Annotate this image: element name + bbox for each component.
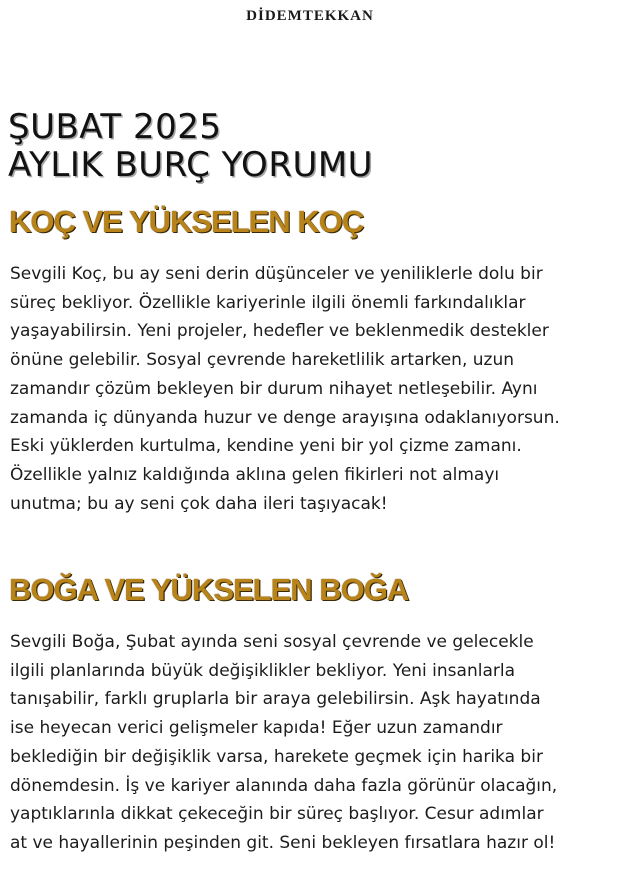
section-heading-boga: BOĞA VE YÜKSELEN BOĞA (9, 572, 409, 607)
text-line: tanışabilir, farklı gruplarla bir araya gelebilirsin. Aşk hayatında (10, 689, 541, 710)
text-line: Sevgili Boğa, Şubat ayında seni sosyal çevrende ve gelecekle (10, 632, 534, 652)
text-line: Eski yüklerden kurtulma, kendine yeni bir yol çizme zamanı. (10, 436, 522, 457)
title-line-1: ŞUBAT 2025 (8, 107, 222, 147)
text-line: yaptıklarınla dikkat çekeceğin bir süreç başlıyor. Cesur adımlar (10, 804, 544, 825)
text-line: süreç bekliyor. Özellikle kariyerinle ilgili önemli farkındalıklar (10, 292, 526, 313)
section-text-koc (10, 260, 615, 518)
text-line: ilgili planlarında büyük değişiklikler bekliyor. Yeni insanlarla (10, 660, 516, 681)
text-line: önüne gelebilir. Sosyal çevrende hareketlilik artarken, uzun (10, 350, 515, 371)
text-line: dönemdesin. İş ve kariyer alanında daha fazla görünür olacağın, (10, 775, 558, 796)
text-line: yaşayabilirsin. Yeni projeler, hedefler ve beklenmedik destekler (10, 321, 549, 342)
page-title (8, 108, 373, 184)
text-line: unutma; bu ay seni çok daha ileri taşıyacak! (10, 493, 388, 514)
section-text-boga (10, 628, 615, 858)
text-line: ise heyecan verici gelişmeler kapıda! Eğer uzun zamandır (10, 718, 503, 739)
text-line: zamanda iç dünyanda huzur ve denge arayışına odaklanıyorsun. (10, 407, 560, 428)
text-line: Sevgili Koç, bu ay seni derin düşünceler ve yeniliklerle dolu bir (10, 264, 543, 284)
text-line: at ve hayallerinin peşinden git. Seni bekleyen fırsatlara hazır ol! (10, 832, 556, 853)
text-line: Özellikle yalnız kaldığında aklına gelen fikirleri not almayı (10, 464, 500, 485)
text-line: zamandır çözüm bekleyen bir durum nihayet netleşebilir. Aynı (10, 378, 538, 399)
brand-name: DİDEMTEKKAN (246, 8, 374, 24)
title-line-2: AYLIK BURÇ YORUMU (8, 145, 374, 185)
text-line: beklediğin bir değişiklik varsa, harekete geçmek için harika bir (10, 746, 543, 767)
section-heading-koc: KOÇ VE YÜKSELEN KOÇ (9, 204, 364, 239)
